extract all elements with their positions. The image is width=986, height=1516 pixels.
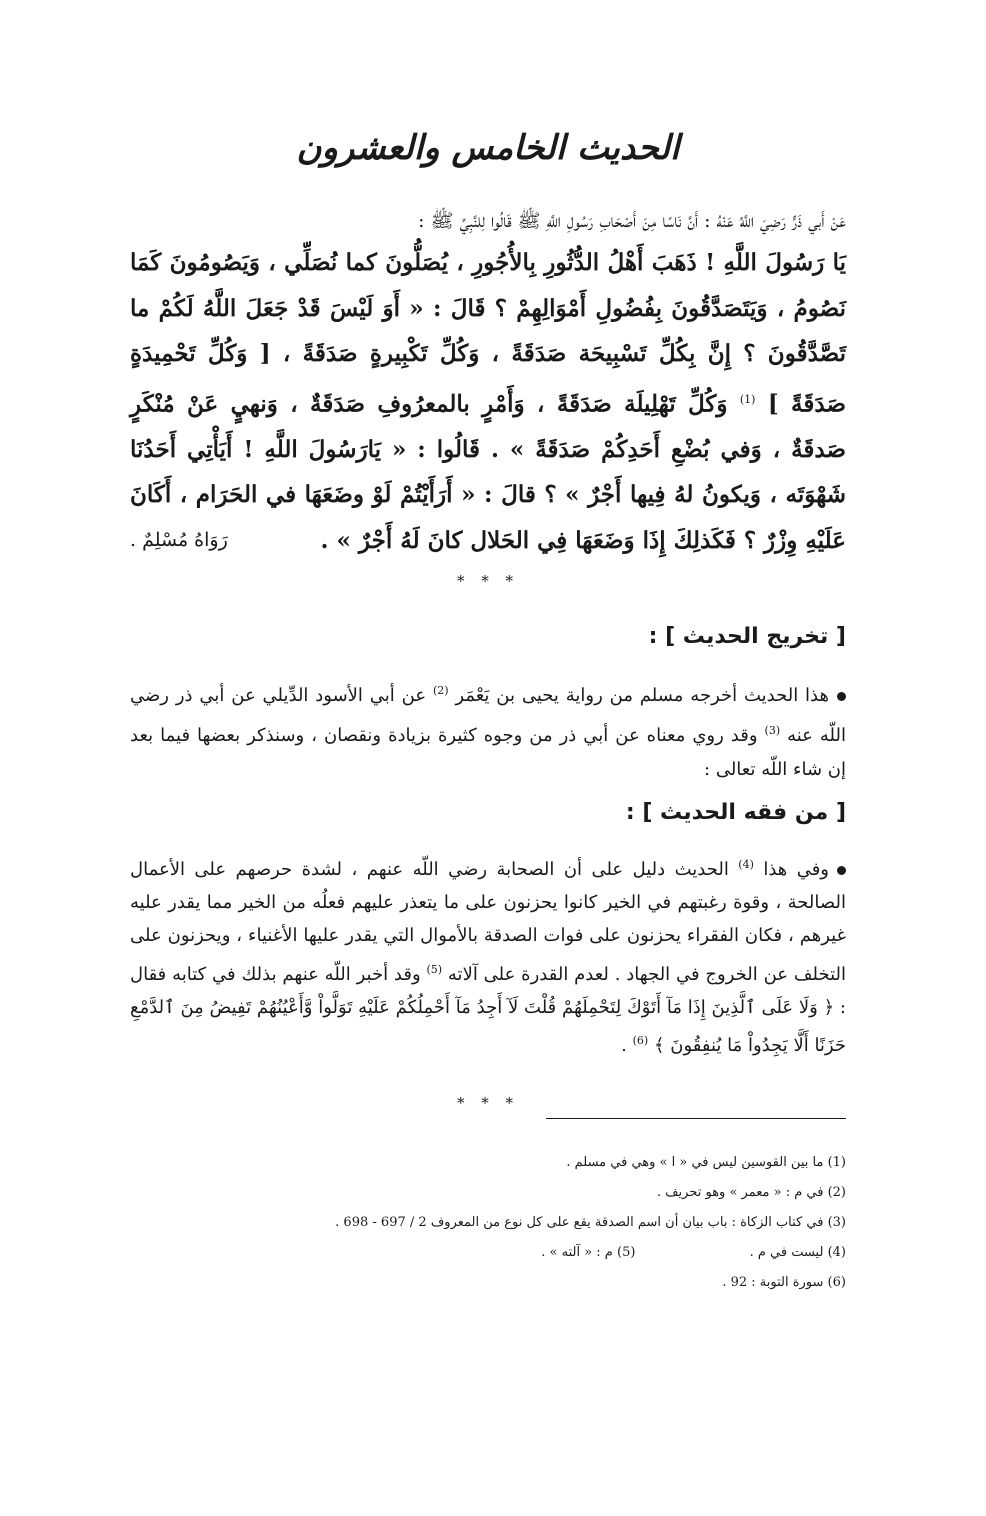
fiqh-heading: [ من فقه الحديث ] :: [625, 800, 846, 825]
hadith-text: [130, 240, 846, 563]
fiqh-text-3: وقد أخبر اللّه عنهم بذلك في كتابه فقال : ﴿ وَلَا عَلَى ٱلَّذِينَ إِذَا مَآ أَتَوْكَ لِتَحْمِلَهُمْ قُلْتَ لَآ أَجِدُ مَآ أَحْمِلُكُمْ عَلَيْهِ تَوَلَّواْ وَّأَعْيُنُهُمْ تَفِيضُ مِنَ ٱلدَّمْعِ حَزَنًا أَلَّا يَجِدُواْ مَا يُنفِقُونَ ﴾: [130, 963, 846, 1057]
hadith-title: الحديث الخامس والعشرون: [296, 128, 680, 168]
hadith-text-part-1: يَا رَسُولَ اللَّهِ ! ذَهَبَ أَهْلُ الدُّثُورِ بِالأُجُورِ ، يُصَلُّونَ كما نُصَلِّي ، وَيَصُومُونَ كَمَا نَصُومُ ، وَيَتَصَدَّقُونَ بِفُضُولِ أَمْوَالِهِمْ ؟ قَالَ : « أَوَ لَيْسَ قَدْ جَعَلَ اللَّهُ لَكُمْ ما تَصَّدَّقُونَ ؟ إِنَّ بِكُلِّ تَسْبِيحَة صَدَقَةً ، وَكُلِّ تَكْبِيرةٍ صَدَقَةً ، [ وَكُلِّ تَحْمِيدَةٍ صَدَقَةً ]: [130, 249, 846, 418]
footnote-3: (3) في كتاب الزكاة : باب بيان أن اسم الصدقة يقع على كل نوع من المعروف 2 / 697 - 698 .: [335, 1215, 846, 1230]
takhrij-paragraph: [130, 674, 846, 788]
fiqh-paragraph: [130, 848, 846, 1062]
fiqh-text-1: وفي هذا: [763, 859, 829, 880]
section-separator: * * *: [456, 572, 520, 590]
footnote-ref-1[interactable]: (1): [739, 392, 756, 406]
footnote-4-5: [150, 1238, 846, 1268]
section-separator: * * *: [456, 1094, 520, 1112]
footnote-ref-6[interactable]: (6): [632, 1034, 649, 1048]
footnote-ref-2[interactable]: (2): [432, 684, 449, 697]
footnote-1: (1) ما بين القوسين ليس في « ا » وهي في مسلم .: [566, 1155, 846, 1170]
footnote-ref-3[interactable]: (3): [764, 723, 781, 737]
takhrij-text-2: عن أبي الأسود الدِّيلي عن أبي ذر رضي اللّه عنه: [130, 685, 846, 746]
footnotes: [150, 1148, 846, 1298]
narrator-attribution: رَوَاهُ مُسْلِمٌ .: [130, 528, 228, 551]
hadith-text-part-2: وَكُلِّ تَهْلِيلَة صَدَقَةً ، وَأَمْرٍ بالمعرُوفِ صَدَقَةٌ ، وَنهيٍ عَنْ مُنْكَرٍ صَدقَةٌ ، وَفي بُضْعِ أَحَدِكُمْ صَدَقَةً » . قَالُوا : « يَارَسُولَ اللَّهِ ! أَيَأْتِي أَحَدُنَا شَهْوَتَه ، وَيكونُ لهُ فِيها أَجْرٌ » ؟ قالَ : « أَرَأَيْتُمْ لَوْ وضَعَهَا في الحَرَام ، أَكَانَ عَلَيْهِ وِزْرٌ ؟ فَكَذلِكَ إِذَا وَضَعَهَا فِي الحَلال كانَ لَهُ أَجْرٌ » .: [130, 390, 846, 554]
bullet-icon: [837, 866, 846, 875]
takhrij-text-1: هذا الحديث أخرجه مسلم من رواية يحيى بن يَعْمَر: [455, 685, 829, 706]
footnote-ref-5[interactable]: (5): [426, 962, 443, 976]
takhrij-text-3: وقد روي معناه عن أبي ذر من وجوه كثيرة بزيادة ونقصان ، وسنذكر بعضها فيما بعد إن شاء اللّه تعالى :: [130, 724, 846, 780]
footnote-divider: [546, 1118, 846, 1119]
fiqh-text-2: الحديث دليل على أن الصحابة رضي اللّه عنهم ، لشدة حرصهم على الأعمال الصالحة ، وقوة رغبتهم في الخير كانوا يحزنون على ما يتعذر عليهم فعلُه من الخير مما يقدر عليه غيرهم ، فكان الفقراء يحزنون على فوات الصدقة بالأموال التي يقدر عليها الأغنياء ، ويحزنون على التخلف عن الخروج في الجهاد . لعدم القدرة على آلاته: [130, 859, 846, 985]
hadith-intro: عَنْ أَبي ذَرٍّ رَضِيَ اللَّهُ عَنْهُ : أَنَّ نَاسًا مِنَ أَصْحَابِ رَسُولِ اللَّهِ ﷺ قَالُوا لِلنَّبِيِّ ﷺ :: [418, 210, 846, 232]
footnote-5: (5) م : « آلته » .: [541, 1245, 636, 1260]
footnote-4: (4) ليست في م .: [749, 1245, 846, 1260]
footnote-2: (2) في م : « معمر » وهو تحريف .: [656, 1185, 846, 1200]
fiqh-text-4: .: [621, 1035, 633, 1057]
footnote-6: (6) سورة التوبة : 92 .: [722, 1275, 846, 1290]
takhrij-heading: [ تخريج الحديث ] :: [648, 624, 846, 649]
footnote-ref-4[interactable]: (4): [738, 858, 754, 871]
bullet-icon: [837, 692, 846, 701]
